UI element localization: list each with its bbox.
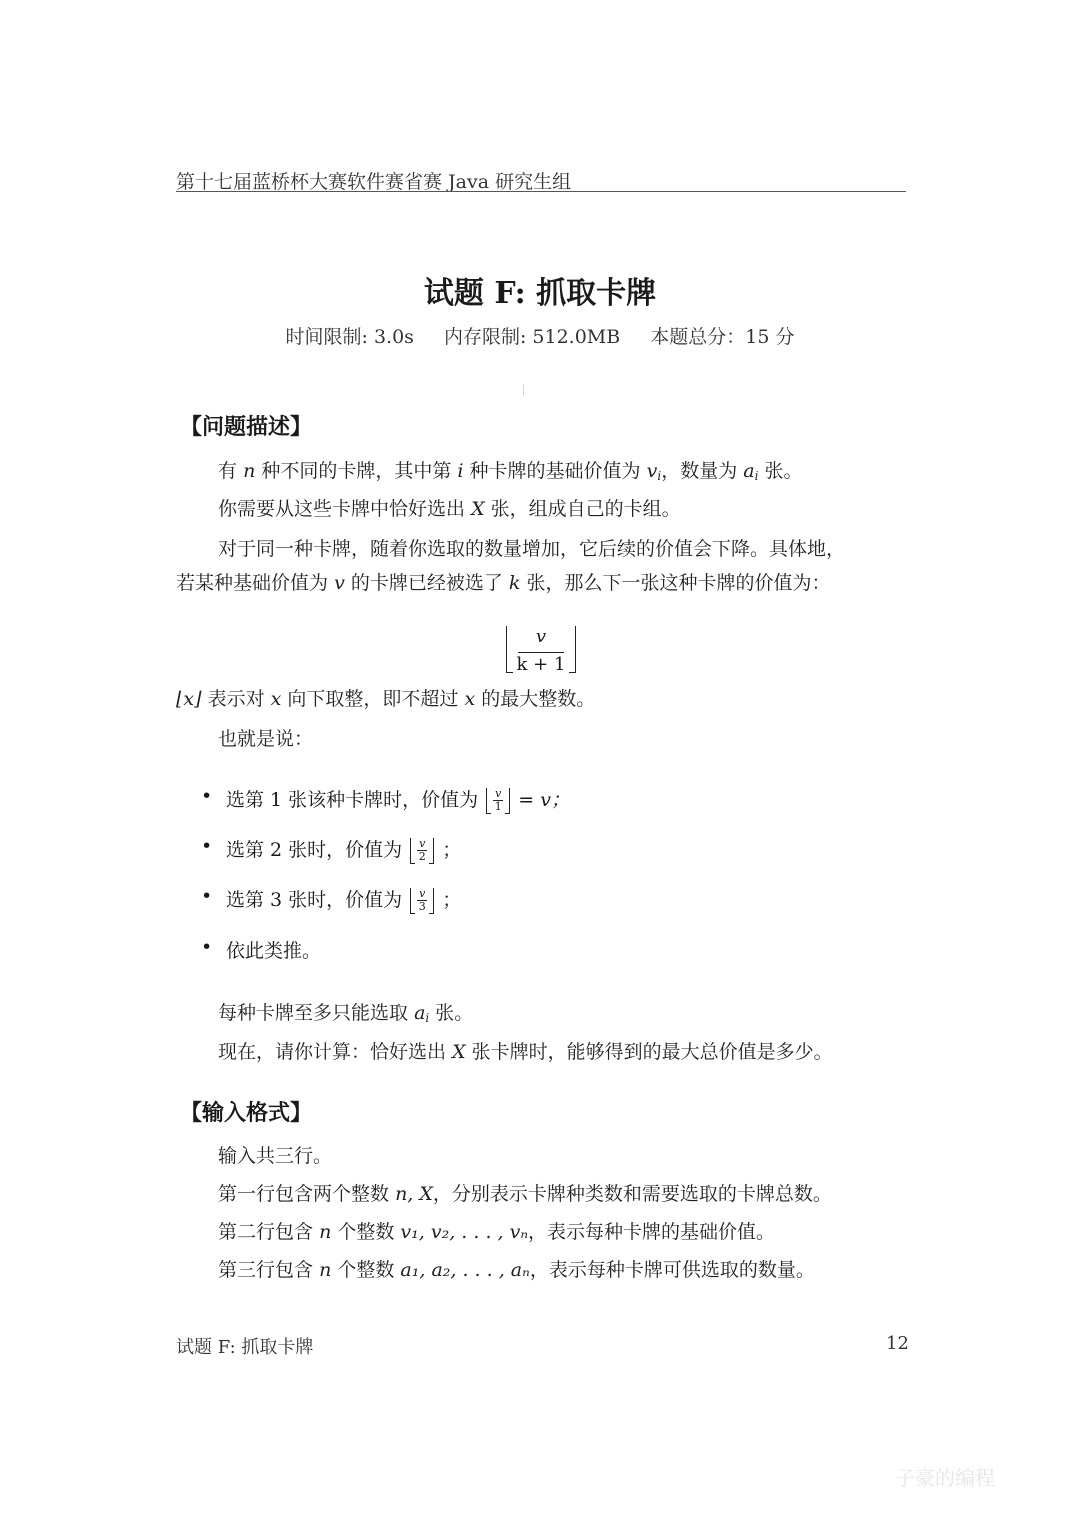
bullet-item-1: • 选第 1 张该种卡牌时，价值为 $\frac{v}{1}$ = v； (202, 785, 570, 814)
memory-limit: 内存限制: 512.0MB (443, 326, 621, 348)
floor-formula (506, 626, 576, 674)
input-line-4: 第三行包含 n 个整数 a₁, a₂, . . . , aₙ，表示每种卡牌可供选取的数量。 (218, 1259, 815, 1281)
footer-title: 试题 F: 抓取卡牌 (176, 1337, 314, 1358)
input-line-2: 第一行包含两个整数 n, X，分别表示卡牌种类数和需要选取的卡牌总数。 (218, 1183, 832, 1205)
bullet-item-2: • 选第 2 张时，价值为 $\frac{v}{2}$ ； (202, 835, 461, 864)
total-score: 本题总分：15 分 (650, 326, 795, 348)
fraction-bar (518, 652, 564, 653)
formula-denominator: k + 1 (516, 654, 566, 675)
problem-limits (0, 322, 1080, 349)
watermark: 子豪的编程 (895, 1466, 995, 1490)
floor-fraction-small: $\frac{v}{3}$ (410, 888, 434, 914)
floor-fraction-small: $\frac{v}{1}$ (486, 788, 510, 814)
floor-definition: ⌊x⌋ 表示对 x 向下取整，即不超过 x 的最大整数。 (176, 688, 596, 710)
running-header: 第十七届蓝桥杯大赛软件赛省赛 Java 研究生组 (176, 171, 572, 193)
scan-artifact (523, 384, 524, 396)
desc-paragraph-3-line-1: 对于同一种卡牌，随着你选取的数量增加，它后续的价值会下降。具体地， (218, 538, 846, 560)
floor-fraction-small: $\frac{v}{2}$ (410, 838, 434, 864)
input-format-heading: 【输入格式】 (180, 1101, 313, 1126)
desc-paragraph-5: 现在，请你计算：恰好选出 X 张卡牌时，能够得到的最大总价值是多少。 (218, 1041, 833, 1063)
header-rule (176, 191, 906, 192)
formula-numerator: v (535, 626, 547, 647)
floor-right-bracket (569, 626, 576, 673)
desc-paragraph-3-line-2: 若某种基础价值为 v 的卡牌已经被选了 k 张，那么下一张这种卡牌的价值为： (176, 572, 831, 594)
input-line-3: 第二行包含 n 个整数 v₁, v₂, . . . , vₙ，表示每种卡牌的基础价值。 (218, 1221, 776, 1243)
desc-paragraph-4: 每种卡牌至多只能选取 $a_i$ 张。 (218, 1002, 474, 1025)
problem-title: 试题 F: 抓取卡牌 (423, 276, 657, 311)
bullet-item-4: • 依此类推。 (202, 936, 321, 963)
description-heading: 【问题描述】 (180, 415, 313, 440)
that-is-line: 也就是说： (218, 728, 314, 750)
desc-paragraph-1: 有 n 种不同的卡牌，其中第 i 种卡牌的基础价值为 $v_i$，数量为 $a_i$ 张。 (218, 460, 803, 483)
page-number: 12 (886, 1333, 909, 1354)
bullet-item-3: • 选第 3 张时，价值为 $\frac{v}{3}$ ； (202, 885, 461, 914)
desc-paragraph-2: 你需要从这些卡牌中恰好选出 X 张，组成自己的卡组。 (218, 498, 681, 520)
input-line-1: 输入共三行。 (218, 1145, 333, 1167)
time-limit: 时间限制: 3.0s (285, 326, 414, 348)
